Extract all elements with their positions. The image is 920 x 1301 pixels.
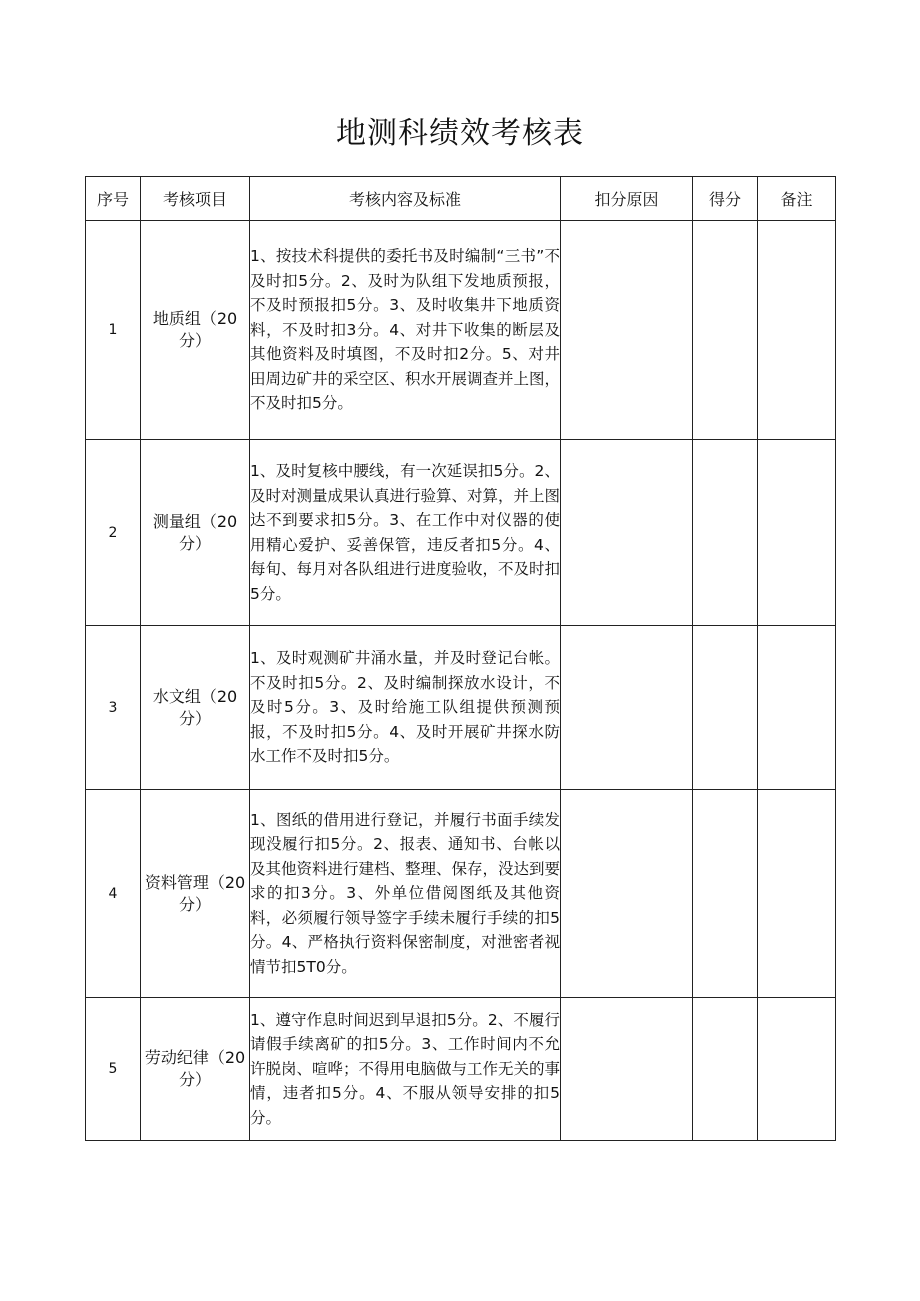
row-assessment-content: 1、及时观测矿井涌水量，并及时登记台帐。不及时扣5分。2、及时编制探放水设计，不及时5分。3、及时给施工队组提供预测预报，不及时扣5分。4、及时开展矿井探水防水工作不及时扣5分。 [250, 626, 561, 790]
row-assessment-item: 测量组（20分） [141, 440, 250, 626]
row-assessment-item: 地质组（20分） [141, 221, 250, 440]
row-assessment-content: 1、按技术科提供的委托书及时编制“三书”不及时扣5分。2、及时为队组下发地质预报，不及时预报扣5分。3、及时收集井下地质资料，不及时扣3分。4、对井下收集的断层及其他资料及时填图，不及时扣2分。5、对井田周边矿井的采空区、积水开展调查并上图，不及时扣5分。 [250, 221, 561, 440]
table-row-geology [86, 221, 836, 440]
header-score: 得分 [693, 177, 758, 221]
row-score-cell[interactable] [693, 221, 758, 440]
table-row-discipline [86, 998, 836, 1141]
header-deduction-reason: 扣分原因 [561, 177, 693, 221]
row-remarks-cell[interactable] [758, 440, 836, 626]
row-serial-number: 5 [86, 998, 141, 1141]
row-assessment-item: 资料管理（20分） [141, 790, 250, 998]
row-assessment-content: 1、图纸的借用进行登记，并履行书面手续发现没履行扣5分。2、报表、通知书、台帐以及其他资料进行建档、整理、保存，没达到要求的扣3分。3、外单位借阅图纸及其他资料，必须履行领导签字手续未履行手续的扣5分。4、严格执行资料保密制度，对泄密者视情节扣5T0分。 [250, 790, 561, 998]
row-serial-number: 4 [86, 790, 141, 998]
row-serial-number: 3 [86, 626, 141, 790]
table-header-row [86, 177, 836, 221]
row-deduction-reason-cell[interactable] [561, 221, 693, 440]
row-serial-number: 2 [86, 440, 141, 626]
header-serial-number: 序号 [86, 177, 141, 221]
row-remarks-cell[interactable] [758, 998, 836, 1141]
table-row-records [86, 790, 836, 998]
header-assessment-item: 考核项目 [141, 177, 250, 221]
table-row-hydrology [86, 626, 836, 790]
row-deduction-reason-cell[interactable] [561, 998, 693, 1141]
row-assessment-content: 1、遵守作息时间迟到早退扣5分。2、不履行请假手续离矿的扣5分。3、工作时间内不允许脱岗、喧哗；不得用电脑做与工作无关的事情，违者扣5分。4、不服从领导安排的扣5分。 [250, 998, 561, 1141]
table-row-survey [86, 440, 836, 626]
row-remarks-cell[interactable] [758, 221, 836, 440]
row-score-cell[interactable] [693, 998, 758, 1141]
header-assessment-content: 考核内容及标准 [250, 177, 561, 221]
row-assessment-item: 水文组（20分） [141, 626, 250, 790]
header-remarks: 备注 [758, 177, 836, 221]
row-remarks-cell[interactable] [758, 626, 836, 790]
row-deduction-reason-cell[interactable] [561, 790, 693, 998]
assessment-table [85, 176, 836, 1141]
row-assessment-item: 劳动纪律（20分） [141, 998, 250, 1141]
row-score-cell[interactable] [693, 440, 758, 626]
row-deduction-reason-cell[interactable] [561, 626, 693, 790]
row-score-cell[interactable] [693, 790, 758, 998]
row-serial-number: 1 [86, 221, 141, 440]
row-assessment-content: 1、及时复核中腰线，有一次延误扣5分。2、及时对测量成果认真进行验算、对算，并上图达不到要求扣5分。3、在工作中对仪器的使用精心爱护、妥善保管，违反者扣5分。4、每旬、每月对各队组进行进度验收，不及时扣5分。 [250, 440, 561, 626]
row-deduction-reason-cell[interactable] [561, 440, 693, 626]
page-title: 地测科绩效考核表 [336, 116, 584, 151]
row-remarks-cell[interactable] [758, 790, 836, 998]
row-score-cell[interactable] [693, 626, 758, 790]
